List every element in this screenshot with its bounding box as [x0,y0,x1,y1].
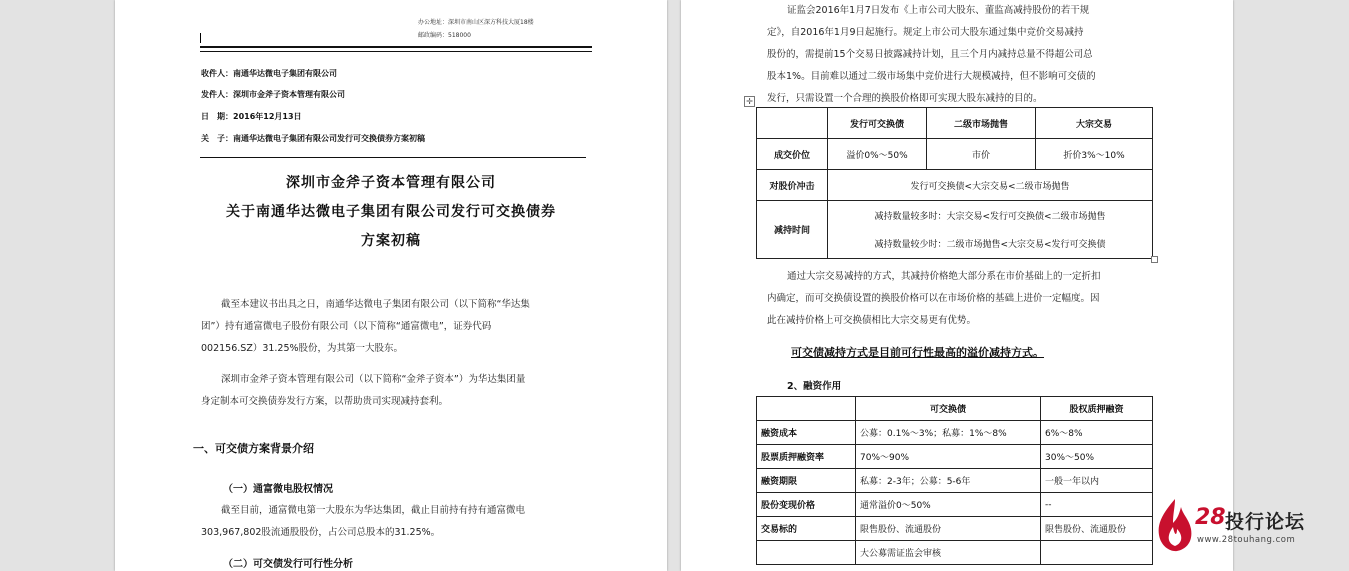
table-row-label: 对股价冲击 [757,170,828,201]
table-row-label: 交易标的 [757,517,856,541]
table-cell: 30%～50% [1041,445,1153,469]
table-row-label: 成交价位 [757,139,828,170]
section-heading-2: 2、融资作用 [787,381,842,392]
table-cell: 限售股份、流通股份 [1041,517,1153,541]
document-page-right [681,0,1233,571]
table-cell: 通常溢价0～50% [856,493,1041,517]
letterhead-rule-thick [200,46,592,48]
table-header-cell [757,397,856,421]
table-cell: 发行可交换债<大宗交易<二级市场抛售 [828,170,1153,201]
section-heading-1: 一、可交债方案背景介绍 [193,442,314,455]
table-row-label: 股份变现价格 [757,493,856,517]
table-cell: 溢价0%～50% [828,139,927,170]
subsection-heading-1: （一）通富微电股权情况 [223,484,333,495]
paragraph-line: 发行，只需设置一个合理的换股价格即可实现大股东减持的目的。 [767,93,1043,104]
watermark-name: 投行论坛 [1225,511,1306,533]
table-header-cell: 股权质押融资 [1041,397,1153,421]
table-header-cell: 可交换债 [856,397,1041,421]
table-row-label: 融资成本 [757,421,856,445]
paragraph-line: 截至目前，通富微电第一大股东为华达集团，截止目前持有持有通富微电 [221,505,526,516]
highlight-conclusion: 可交债减持方式是目前可行性最高的溢价减持方式。 [791,346,1044,359]
paragraph-line: 此在减持价格上可交换债相比大宗交易更有优势。 [767,315,977,326]
paragraph-line: 证监会2016年1月7日发布《上市公司大股东、董监高减持股份的若干规 [787,5,1090,16]
memo-date: 日 期：2016年12月13日 [201,112,302,121]
doc-title-line2: 关于南通华达微电子集团有限公司发行可交换债券 [226,204,556,220]
postal-code: 邮政编码：518000 [418,32,471,39]
table-cell [1041,541,1153,565]
text-cursor [200,33,201,43]
subsection-heading-2: （二）可交债发行可行性分析 [223,559,353,570]
table-cell: 限售股份、流通股份 [856,517,1041,541]
table-row-label: 股票质押融资率 [757,445,856,469]
table-header-cell [757,108,828,139]
paragraph-line: 截至本建议书出具之日，南通华达微电子集团有限公司（以下简称“华达集 [221,299,530,310]
paragraph-line: 内确定，而可交换债设置的换股价格可以在市场价格的基础上进价一定幅度。因 [767,293,1100,304]
financing-table [756,396,1153,565]
paragraph-line: 股份的，需提前15个交易日披露减持计划，且三个月内减持总量不得超公司总 [767,49,1093,60]
flame-icon [1155,497,1195,553]
paragraph-line: 通过大宗交易减持的方式，其减持价格绝大部分系在市价基础上的一定折扣 [787,271,1101,282]
memo-subject: 关 子：南通华达微电子集团有限公司发行可交换债券方案初稿 [201,134,425,143]
comparison-table [756,107,1153,259]
table-cell: 公募：0.1%～3%；私募：1%～8% [856,421,1041,445]
memo-divider [200,157,586,158]
doc-title-line3: 方案初稿 [361,233,421,249]
table-cell: -- [1041,493,1153,517]
paragraph-line: 002156.SZ）31.25%股份，为其第一大股东。 [201,343,404,354]
office-address: 办公地址：深圳市南山区深方科技大厦18楼 [418,19,534,26]
table-cell: 70%～90% [856,445,1041,469]
paragraph-line: 股本1%。目前难以通过二级市场集中竞价进行大规模减持，但不影响可交债的 [767,71,1096,82]
table-header-cell: 大宗交易 [1036,108,1153,139]
table-row-label: 融资期限 [757,469,856,493]
letterhead-rule-thin [200,51,592,52]
table-header-cell: 二级市场抛售 [927,108,1036,139]
watermark-number: 28 [1195,505,1226,530]
table-cell: 私募：2-3年；公募：5-6年 [856,469,1041,493]
table-resize-handle[interactable] [1151,256,1158,263]
table-cell: 折价3%～10% [1036,139,1153,170]
paragraph-line: 定》，自2016年1月9日起施行。规定上市公司大股东通过集中竞价交易减持 [767,27,1084,38]
paragraph-line: 303,967,802股流通股股份，占公司总股本的31.25%。 [201,527,441,538]
memo-from: 发件人：深圳市金斧子资本管理有限公司 [201,90,345,99]
document-page-left [115,0,667,571]
paragraph-line: 身定制本可交换债券发行方案，以帮助贵司实现减持套利。 [201,396,449,407]
table-row-label: 减持时间 [757,201,828,259]
table-cell: 市价 [927,139,1036,170]
table-row-label [757,541,856,565]
table-move-handle-icon[interactable]: ✛ [744,96,755,107]
table-cell: 减持数量较少时：二级市场抛售<大宗交易<发行可交换债 [828,230,1153,259]
memo-to: 收件人：南通华达微电子集团有限公司 [201,69,337,78]
table-cell: 减持数量较多时：大宗交易<发行可交换债<二级市场抛售 [828,201,1153,230]
paragraph-line: 深圳市金斧子资本管理有限公司（以下简称“金斧子资本”）为华达集团量 [221,374,526,385]
table-header-cell: 发行可交换债 [828,108,927,139]
paragraph-line: 团”）持有通富微电子股份有限公司（以下简称“通富微电”，证券代码 [201,321,492,332]
doc-title-line1: 深圳市金斧子资本管理有限公司 [286,175,496,191]
table-cell: 一般一年以内 [1041,469,1153,493]
table-cell: 大公募需证监会审核 [856,541,1041,565]
table-cell: 6%～8% [1041,421,1153,445]
watermark-url: www.28touhang.com [1197,535,1296,545]
site-watermark-logo [1155,495,1345,555]
